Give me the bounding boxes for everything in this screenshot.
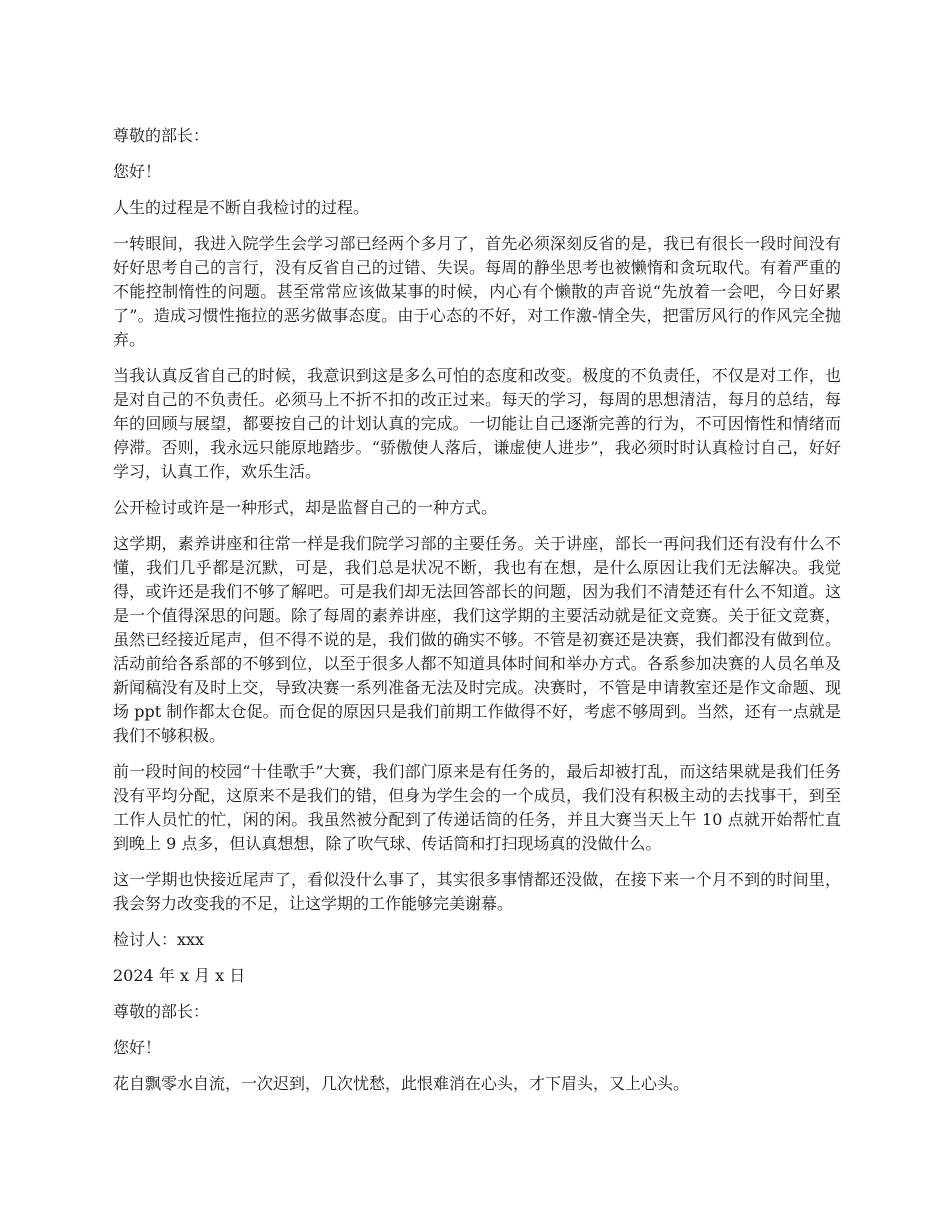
body-paragraph: 当我认真反省自己的时候，我意识到这是多么可怕的态度和改变。极度的不负责任，不仅是对工作，也是对自己的不负责任。必须马上不折不扣的改正过来。每天的学习，每周的思想清洁，每月的总结，每年的回顾与展望，都要按自己的计划认真的完成。一切能让自己逐渐完善的行为，不可因惰性和情绪而停滞。否则，我永远只能原地踏步。“骄傲使人落后，谦虚使人进步”，我必须时时认真检讨自己，好好学习，认真工作，欢乐生活。 xyxy=(113,366,841,481)
body-paragraph: 这一学期也快接近尾声了，看似没什么事了，其实很多事情都还没做，在接下来一个月不到的时间里，我会努力改变我的不足，让这学期的工作能够完美谢幕。 xyxy=(113,870,841,913)
body-paragraph: 这学期，素养讲座和往常一样是我们院学习部的主要任务。关于讲座，部长一再问我们还有没有什么不懂，我们几乎都是沉默，可是，我们总是状况不断，我也有在想，是什么原因让我们无法解决。我觉得，或许还是我们不够了解吧。可是我们却无法回答部长的问题，因为我们不清楚还有什么不知道。这是一个值得深思的问题。除了每周的素养讲座，我们这学期的主要活动就是征文竞赛。关于征文竞赛，虽然已经接近尾声，但不得不说的是，我们做的确实不够。不管是初赛还是决赛，我们都没有做到位。活动前给各系部的不够到位，以至于很多人都不知道具体时间和举办方式。各系参加决赛的人员名单及新闻稿没有及时上交，导致决赛一系列准备无法及时完成。决赛时，不管是申请教室还是作文命题、现场 ppt 制作都太仓促。而仓促的原因只是我们前期工作做得不好，考虑不够周到。当然，还有一点就是我们不够积极。 xyxy=(113,534,841,745)
body-paragraph: 前一段时间的校园“十佳歌手”大赛，我们部门原来是有任务的，最后却被打乱，而这结果就是我们任务没有平均分配，这原来不是我们的错，但身为学生会的一个成员，我们没有积极主动的去找事干，到至工作人员忙的忙，闲的闲。我虽然被分配到了传递话筒的任务，并且大赛当天上午 10 点就开始帮忙直到晚上 9 点多，但认真想想，除了吹气球、传话筒和打扫现场真的没做什么。 xyxy=(113,762,841,853)
date: 2024 年 x 月 x 日 xyxy=(113,966,246,985)
body-paragraph: 一转眼间，我进入院学生会学习部已经两个多月了，首先必须深刻反省的是，我已有很长一段时间没有好好思考自己的言行，没有反省自己的过错、失误。每周的静坐思考也被懒惰和贪玩取代。有着严重的不能控制惰性的问题。甚至常常应该做某事的时候，内心有个懒散的声音说“先放着一会吧，今日好累了”。造成习惯性拖拉的恶劣做事态度。由于心态的不好，对工作激-情全失，把雷厉风行的作风完全抛弃。 xyxy=(113,234,841,349)
document-body xyxy=(113,124,841,1108)
opening-statement: 人生的过程是不断自我检讨的过程。 xyxy=(113,198,370,217)
body-paragraph: 花自飘零水自流，一次迟到，几次忧愁，此恨难消在心头，才下眉头，又上心头。 xyxy=(113,1074,690,1093)
greeting: 您好！ xyxy=(113,1038,162,1057)
greeting: 您好！ xyxy=(113,162,162,181)
body-paragraph: 公开检讨或许是一种形式，却是监督自己的一种方式。 xyxy=(113,498,498,517)
salutation: 尊敬的部长： xyxy=(113,1002,210,1021)
salutation: 尊敬的部长： xyxy=(113,126,210,145)
signature: 检讨人：xxx xyxy=(113,930,205,949)
